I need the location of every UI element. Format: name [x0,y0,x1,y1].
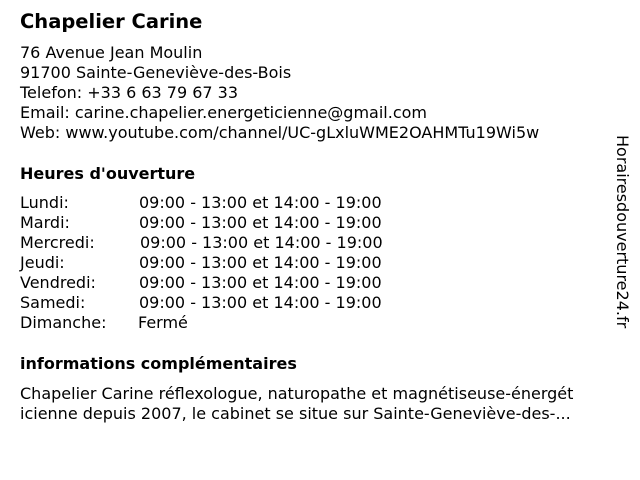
business-name: Chapelier Carine [20,10,203,33]
address-city: 91700 Sainte-Geneviève-des-Bois [20,63,292,82]
email-line: Email: carine.chapelier.energeticienne@gmail.com [20,103,427,122]
hours-heading: Heures d'ouverture [20,164,196,183]
day-hours: 09:00 - 13:00 et 14:00 - 19:00 [139,273,382,292]
phone-line: Telefon: +33 6 63 79 67 33 [20,83,239,102]
day-label: Mardi: [20,213,70,232]
info-description [20,384,620,424]
day-hours: 09:00 - 13:00 et 14:00 - 19:00 [139,213,382,232]
day-hours: 09:00 - 13:00 et 14:00 - 19:00 [140,233,383,252]
info-heading: informations complémentaires [20,354,297,373]
contact-block [20,43,539,143]
site-watermark: Horairesdouverture24.fr [613,135,632,329]
day-hours: 09:00 - 13:00 et 14:00 - 19:00 [139,293,382,312]
day-label: Samedi: [20,293,86,312]
day-hours: 09:00 - 13:00 et 14:00 - 19:00 [139,193,382,212]
day-label: Vendredi: [20,273,96,292]
day-label: Lundi: [20,193,69,212]
address-street: 76 Avenue Jean Moulin [20,43,203,62]
day-hours: 09:00 - 13:00 et 14:00 - 19:00 [139,253,382,272]
day-hours: Fermé [138,313,188,332]
web-line: Web: www.youtube.com/channel/UC-gLxluWME2OAHMTu19Wi5w [20,123,540,142]
info-line: icienne depuis 2007, le cabinet se situe sur Sainte-Geneviève-des-... [20,404,571,423]
info-line: Chapelier Carine réflexologue, naturopathe et magnétiseuse-énergét [20,384,574,403]
day-label: Mercredi: [20,233,95,252]
day-label: Dimanche: [20,313,107,332]
day-label: Jeudi: [20,253,65,272]
